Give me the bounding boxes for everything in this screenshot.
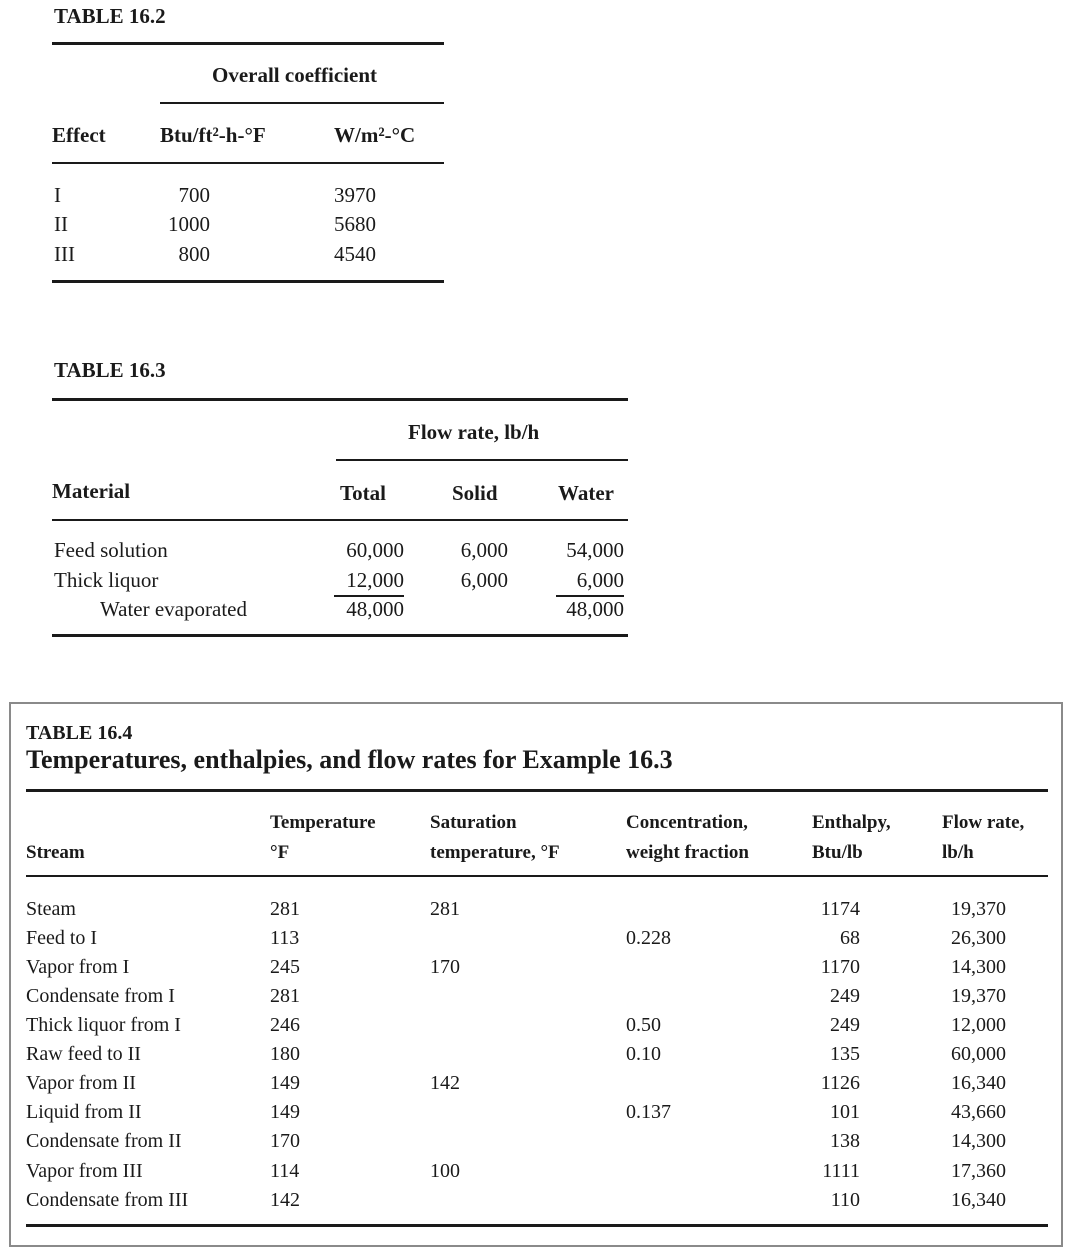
enthalpy-value: 1170 bbox=[820, 956, 860, 978]
stream-name: Raw feed to II bbox=[26, 1043, 141, 1065]
temperature-value: 180 bbox=[270, 1043, 300, 1065]
col-concentration-unit: weight fraction bbox=[626, 842, 749, 863]
col-saturation-unit: temperature, °F bbox=[430, 842, 560, 863]
flow-rate-value: 26,300 bbox=[951, 927, 1006, 949]
table-row: II bbox=[54, 212, 68, 236]
stream-name: Thick liquor from I bbox=[26, 1014, 181, 1036]
stream-name: Condensate from II bbox=[26, 1130, 182, 1152]
saturation-value: 170 bbox=[430, 956, 460, 978]
table-row: I bbox=[54, 183, 61, 207]
flow-rate-value: 43,660 bbox=[951, 1101, 1006, 1123]
table-16-3-col-water: Water bbox=[558, 481, 614, 505]
concentration-value: 0.228 bbox=[626, 927, 671, 949]
concentration-value: 0.50 bbox=[626, 1014, 661, 1036]
col-flow-rate: Flow rate, bbox=[942, 812, 1025, 833]
enthalpy-value: 249 bbox=[830, 985, 860, 1007]
flow-rate-value: 14,300 bbox=[951, 956, 1006, 978]
temperature-value: 245 bbox=[270, 956, 300, 978]
table-cell: 12,000 bbox=[346, 568, 404, 592]
table-cell: 6,000 bbox=[576, 568, 624, 592]
flow-rate-value: 19,370 bbox=[951, 985, 1006, 1007]
temperature-value: 281 bbox=[270, 898, 300, 920]
table-16-2-group-header: Overall coefficient bbox=[212, 63, 378, 87]
table-cell: 48,000 bbox=[566, 597, 624, 621]
table-16-4-top-rule bbox=[26, 789, 1048, 792]
col-temperature-unit: °F bbox=[270, 842, 290, 863]
table-16-3-title: TABLE 16.3 bbox=[54, 358, 166, 382]
saturation-value: 100 bbox=[430, 1160, 460, 1182]
table-16-4-subtitle: Temperatures, enthalpies, and flow rates for Example 16.3 bbox=[26, 745, 673, 774]
table-cell: 3970 bbox=[334, 183, 376, 207]
table-16-2-top-rule bbox=[52, 42, 444, 45]
col-saturation: Saturation bbox=[430, 812, 517, 833]
table-row: Feed solution bbox=[54, 538, 168, 562]
enthalpy-value: 1111 bbox=[822, 1160, 860, 1182]
table-cell: 6,000 bbox=[460, 538, 508, 562]
table-cell: 700 bbox=[178, 183, 210, 207]
flow-rate-value: 14,300 bbox=[951, 1130, 1006, 1152]
enthalpy-value: 135 bbox=[830, 1043, 860, 1065]
table-16-3-group-header: Flow rate, lb/h bbox=[408, 420, 540, 444]
stream-name: Vapor from I bbox=[26, 956, 130, 978]
table-cell: 60,000 bbox=[346, 538, 404, 562]
table-16-3-top-rule bbox=[52, 398, 628, 401]
enthalpy-value: 68 bbox=[840, 927, 860, 949]
saturation-value: 281 bbox=[430, 898, 460, 920]
saturation-value: 142 bbox=[430, 1072, 460, 1094]
col-enthalpy-unit: Btu/lb bbox=[812, 842, 863, 863]
table-16-3-col-total: Total bbox=[340, 481, 386, 505]
concentration-value: 0.10 bbox=[626, 1043, 661, 1065]
table-16-2-bottom-rule bbox=[52, 280, 444, 283]
temperature-value: 142 bbox=[270, 1189, 300, 1211]
enthalpy-value: 249 bbox=[830, 1014, 860, 1036]
table-16-3-header-rule bbox=[52, 519, 628, 521]
col-enthalpy: Enthalpy, bbox=[812, 812, 891, 833]
flow-rate-value: 12,000 bbox=[951, 1014, 1006, 1036]
enthalpy-value: 101 bbox=[830, 1101, 860, 1123]
table-cell: 5680 bbox=[334, 212, 376, 236]
table-16-3-col-solid: Solid bbox=[452, 481, 498, 505]
stream-name: Liquid from II bbox=[26, 1101, 142, 1123]
enthalpy-value: 1126 bbox=[820, 1072, 860, 1094]
flow-rate-value: 16,340 bbox=[951, 1189, 1006, 1211]
table-cell: 4540 bbox=[334, 242, 376, 266]
table-16-3-col-material: Material bbox=[52, 479, 131, 503]
temperature-value: 246 bbox=[270, 1014, 300, 1036]
enthalpy-value: 138 bbox=[830, 1130, 860, 1152]
temperature-value: 281 bbox=[270, 985, 300, 1007]
table-16-4-header-rule bbox=[26, 875, 1048, 877]
flow-rate-value: 17,360 bbox=[951, 1160, 1006, 1182]
temperature-value: 114 bbox=[270, 1160, 300, 1182]
flow-rate-value: 60,000 bbox=[951, 1043, 1006, 1065]
table-16-3-bottom-rule bbox=[52, 634, 628, 637]
col-temperature: Temperature bbox=[270, 812, 376, 833]
table-row: III bbox=[54, 242, 75, 266]
table-16-4-frame bbox=[9, 702, 1063, 1247]
flow-rate-value: 19,370 bbox=[951, 898, 1006, 920]
concentration-value: 0.137 bbox=[626, 1101, 671, 1123]
table-cell: 6,000 bbox=[460, 568, 508, 592]
temperature-value: 170 bbox=[270, 1130, 300, 1152]
stream-name: Condensate from III bbox=[26, 1189, 189, 1211]
table-16-2-group-rule bbox=[160, 102, 444, 104]
stream-name: Vapor from II bbox=[26, 1072, 136, 1094]
table-cell: 54,000 bbox=[566, 538, 624, 562]
stream-name: Condensate from I bbox=[26, 985, 175, 1007]
flow-rate-value: 16,340 bbox=[951, 1072, 1006, 1094]
table-16-2-col-btu: Btu/ft²-h-°F bbox=[160, 123, 266, 147]
enthalpy-value: 1174 bbox=[820, 898, 860, 920]
col-flow-rate-unit: lb/h bbox=[942, 842, 974, 863]
table-row: Water evaporated bbox=[100, 597, 247, 621]
table-cell: 1000 bbox=[168, 212, 210, 236]
table-cell: 48,000 bbox=[346, 597, 404, 621]
table-16-2-col-effect: Effect bbox=[52, 123, 106, 147]
col-concentration: Concentration, bbox=[626, 812, 748, 833]
stream-name: Vapor from III bbox=[26, 1160, 143, 1182]
stream-name: Feed to I bbox=[26, 927, 98, 949]
table-row: Thick liquor bbox=[54, 568, 159, 592]
enthalpy-value: 110 bbox=[830, 1189, 860, 1211]
temperature-value: 149 bbox=[270, 1101, 300, 1123]
table-16-3-group-rule bbox=[336, 459, 628, 461]
table-16-2-col-w: W/m²-°C bbox=[334, 123, 416, 147]
temperature-value: 113 bbox=[270, 927, 300, 949]
table-cell: 800 bbox=[178, 242, 210, 266]
table-16-2-header-rule bbox=[52, 162, 444, 164]
temperature-value: 149 bbox=[270, 1072, 300, 1094]
col-stream: Stream bbox=[26, 842, 85, 863]
table-16-4-title: TABLE 16.4 bbox=[26, 722, 133, 744]
table-16-4-bottom-rule bbox=[26, 1224, 1048, 1227]
stream-name: Steam bbox=[26, 898, 76, 920]
table-16-2-title: TABLE 16.2 bbox=[54, 4, 166, 28]
